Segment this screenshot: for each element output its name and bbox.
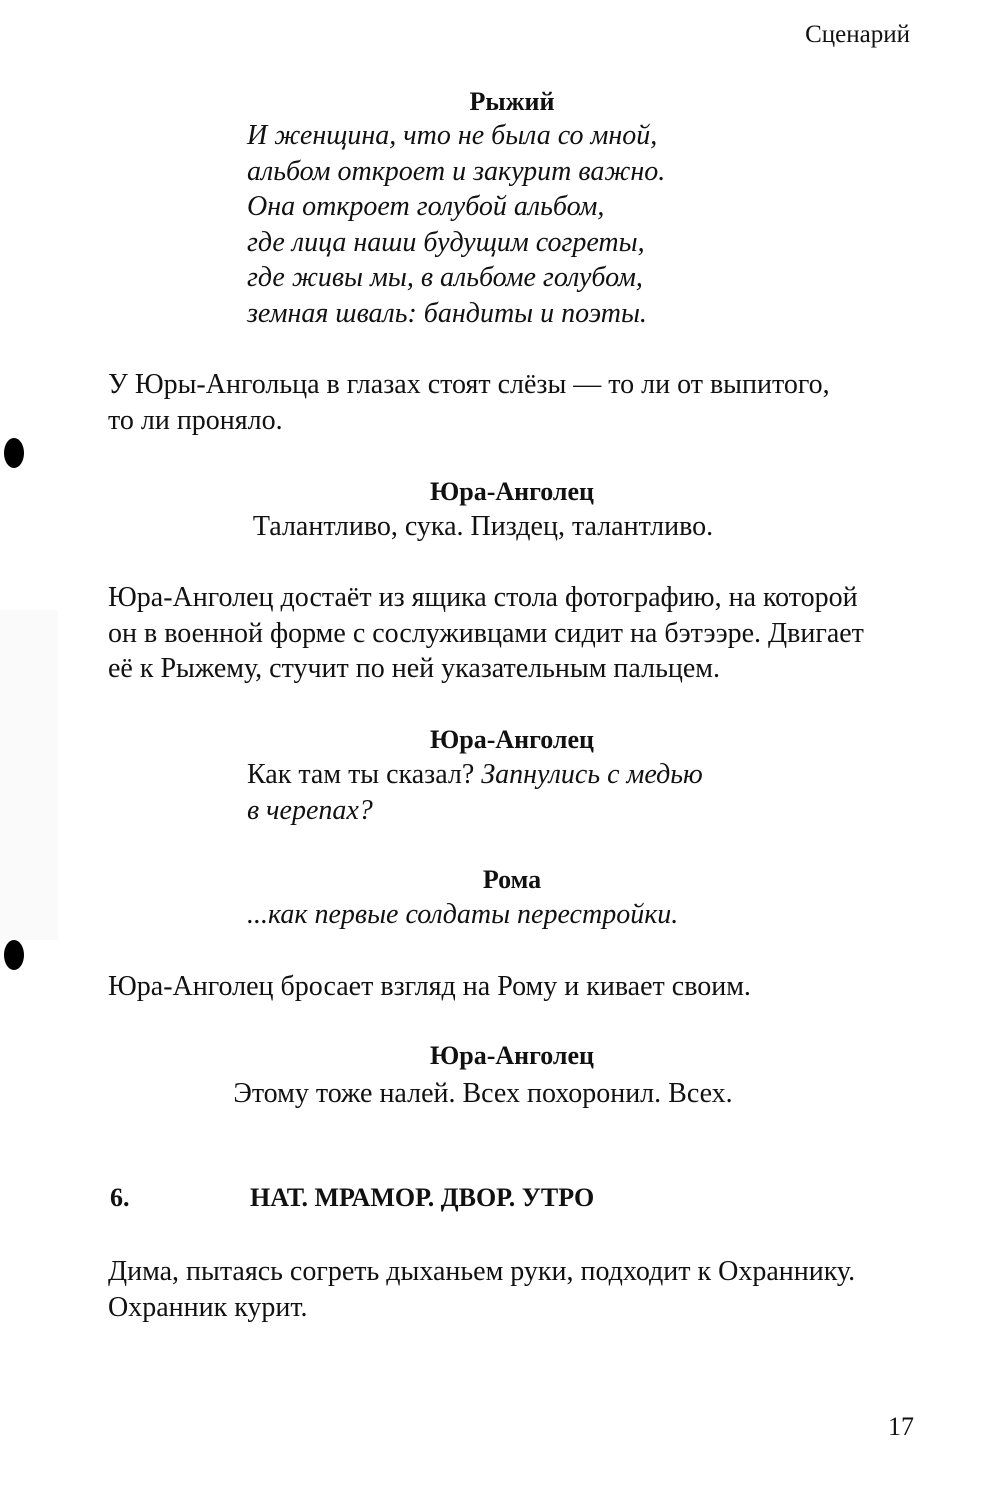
poem-line: И женщина, что не была со мной, [247,120,658,151]
poem-line: Она откроет голубой альбом, [247,191,605,222]
character-name: Юра-Анголец [429,477,595,506]
action-line: Дима, пытаясь согреть дыханьем руки, подходит к Охраннику. [108,1256,856,1287]
action-line: Охранник курит. [108,1291,308,1323]
scene-number: 6. [110,1183,130,1212]
character-name: Юра-Анголец [429,725,595,754]
dialogue [247,757,807,828]
page-number: 17 [888,1412,914,1441]
poem-line: земная шваль: бандиты и поэты. [247,297,647,329]
action-line: У Юры-Ангольца в глазах стоят слёзы — то ли от выпитого, [108,369,830,400]
dialogue-plain: Как там ты сказал? [247,759,482,790]
dialogue-quote: Запнулись с медью [481,759,703,790]
poem-line: где лица наши будущим согреты, [247,226,645,258]
dialogue-line: Этому тоже налей. Всех похоронил. Всех. [233,1078,733,1109]
binder-hole-bottom [4,940,24,970]
poem-line: альбом откроет и закурит важно. [247,155,666,187]
dialogue-line: ...как первые солдаты перестройки. [247,899,679,930]
dialogue-line [247,757,807,793]
action-paragraph [108,580,928,687]
action-paragraph: Юра-Анголец бросает взгляд на Рому и кивает своим. [108,971,751,1002]
dialogue-line: Талантливо, сука. Пиздец, талантливо. [252,511,714,542]
running-head: Сценарий [805,21,910,48]
character-name: Рома [482,865,542,894]
binder-hole-top [4,438,24,468]
action-paragraph [108,367,928,438]
action-paragraph [108,1254,928,1325]
character-name: Рыжий [469,87,555,116]
action-line: то ли проняло. [108,404,283,436]
character-name: Юра-Анголец [429,1041,595,1070]
poem-dialogue [247,118,807,331]
action-line: её к Рыжему, стучит по ней указательным пальцем. [108,653,720,684]
poem-line: где живы мы, в альбоме голубом, [247,262,643,293]
dialogue-quote-cont: в черепах? [247,794,373,826]
action-line: он в военной форме с сослуживцами сидит на бэтээре. Двигает [108,617,864,649]
scene-heading: НАТ. МРАМОР. ДВОР. УТРО [250,1183,595,1212]
action-line: Юра-Анголец достаёт из ящика стола фотографию, на которой [108,582,858,613]
